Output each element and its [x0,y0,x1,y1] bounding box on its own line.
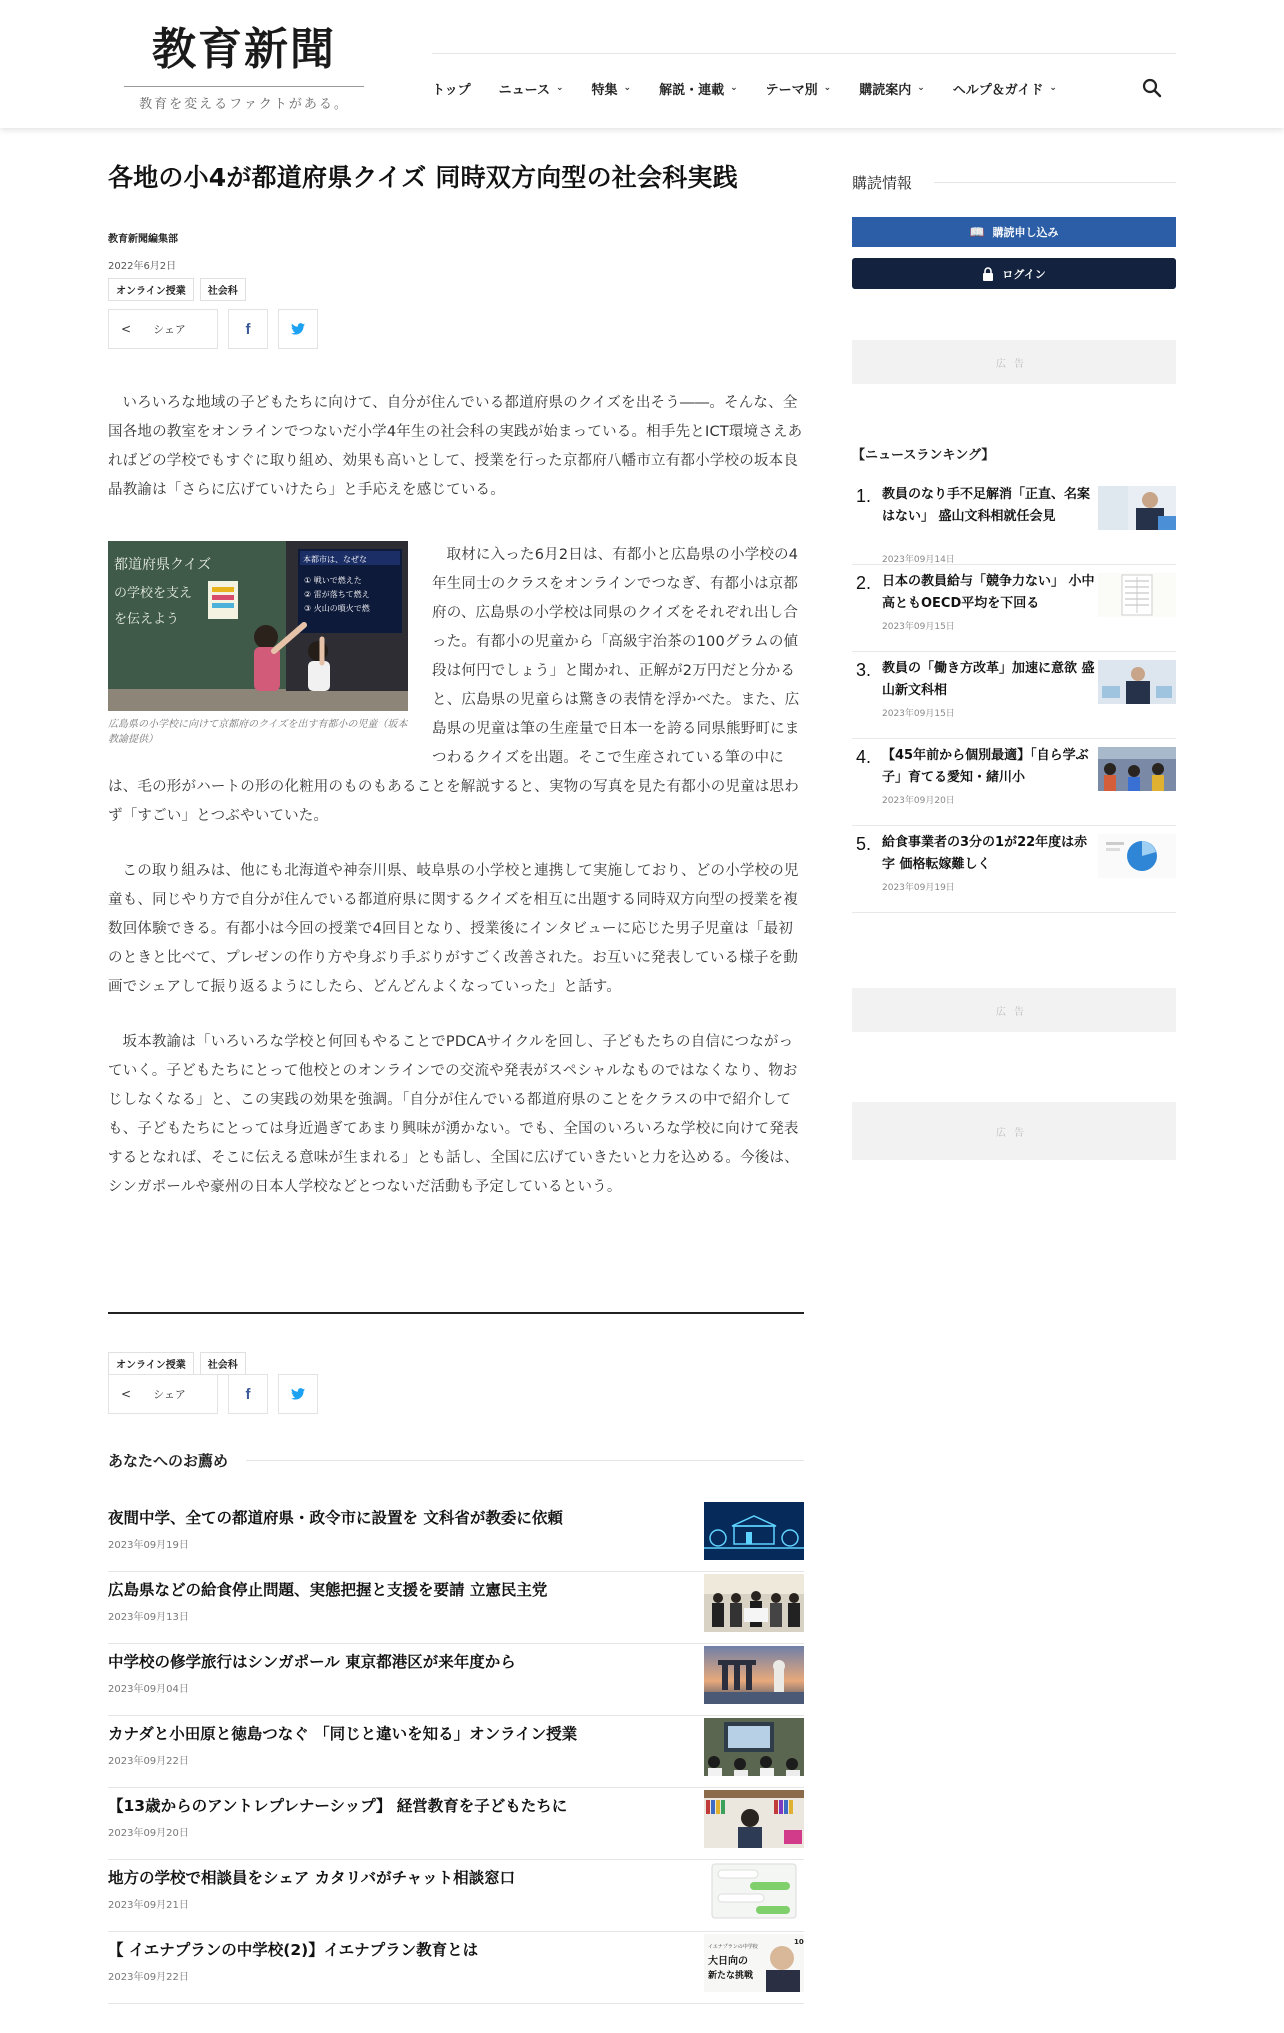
article [108,160,804,1202]
recommend-list [108,1500,804,2004]
ranking-thumb[interactable] [1098,834,1176,878]
board-text-1: 都道府県クイズ [114,557,212,573]
site-header [0,0,1284,128]
screen-option-3: ③ 火山の噴火で燃 [304,604,370,613]
share-icon: < [121,322,132,336]
tag-social-studies[interactable]: 社会科 [200,278,246,301]
share-label: シェア [153,323,186,336]
ranking-item[interactable] [852,478,1176,565]
article-photo[interactable] [108,541,408,711]
share-bar [108,309,804,349]
twitter-share-button[interactable] [278,1374,318,1414]
jenaplan-badge: 10 [794,1938,804,1946]
article-tags-bottom [108,1352,246,1375]
article-tags [108,278,804,301]
article-paragraph: いろいろな地域の子どもたちに向けて、自分が住んでいる都道府県のクイズを出そう――。そんな、全国各地の教室をオンラインでつないだ小学4年生の社会科の実践が始まっている。相手先とICT環境さえあればどの学校でもすぐに取り組め、効果も高いとして、授業を行った京都府八幡市立有都小学校の坂本良晶教諭は「さらに広げていけたら」と手応えを感じている。 [108,395,803,498]
recommend-date: 2023年09月22日 [108,1972,189,1983]
facebook-icon: f [245,320,251,338]
recommend-thumb-singapore[interactable] [704,1646,804,1704]
subscribe-header [852,172,1176,193]
login-button-label: ログイン [1002,267,1046,281]
recommend-thumb-jenaplan[interactable] [704,1934,804,1992]
nav-label: テーマ別 [765,82,818,98]
ranking-title[interactable]: 教員のなり手不足解消「正直、名案はない」 盛山文科相就任会見 [882,487,1091,524]
ranking-date: 2023年09月14日 [882,555,955,565]
recommend-title[interactable]: カナダと小田原と徳島つなぐ 「同じと違いを知る」オンライン授業 [108,1725,578,1743]
ranking-number: 1. [856,486,872,506]
search-icon[interactable] [1140,76,1164,100]
ranking-thumb[interactable] [1098,486,1176,530]
recommend-item[interactable] [108,1716,804,1788]
main-nav [432,76,1085,100]
facebook-share-button[interactable] [228,1374,268,1414]
ranking-item[interactable] [852,565,1176,652]
recommend-title[interactable]: 夜間中学、全ての都道府県・政令市に設置を 文科省が教委に依頼 [108,1509,563,1527]
ranking-title[interactable]: 教員の「働き方改革」加速に意欲 盛山新文科相 [882,661,1095,698]
ranking-date: 2023年09月15日 [882,622,955,632]
ranking-item[interactable] [852,652,1176,739]
share-label: シェア [153,1388,186,1401]
recommend-title[interactable]: 地方の学校で相談員をシェア カタリバがチャット相談窓口 [108,1869,516,1887]
tag-social-studies[interactable]: 社会科 [200,1352,246,1375]
recommend-item[interactable] [108,1572,804,1644]
ranking-title[interactable]: 給食事業者の3分の1が22年度は赤字 価格転嫁難しく [882,835,1088,872]
chevron-down-icon: ⌄ [823,83,832,93]
recommend-date: 2023年09月13日 [108,1612,189,1623]
screen-option-2: ② 雷が落ちて燃え [304,590,370,599]
article-paragraph: 取材に入った6月2日は、有都小と広島県の小学校の4年生同士のクラスをオンラインでつなぎ、有都小は京都府の、広島県の小学校は同県のクイズをそれぞれ出し合った。有都小の児童から「高級宇治茶の100グラムの値段は何円でしょう」と聞かれ、正解が2万円だと分かると、広島県の児童らは驚きの表情を浮かべた。また、広島県の児童は筆の生産量で日本一を誇る同県熊野町にまつわるクイズを出題。そこで生産されている筆の中には、毛の形がハートの形の化粧用のものもあることを解説すると、実物の写真を見た有都小の児童は思わず「すごい」とつぶやいていた。 [108,547,800,824]
facebook-share-button[interactable] [228,309,268,349]
chevron-down-icon: ⌄ [917,83,925,93]
twitter-share-button[interactable] [278,309,318,349]
ad-slot[interactable]: 広告 [852,1102,1176,1160]
recommend-thumb-chat[interactable] [704,1862,804,1920]
nav-label: 解説・連載 [659,82,725,98]
logo-title[interactable]: 教育新聞 [152,24,336,75]
board-text-3: を伝えよう [114,612,180,627]
ranking-title[interactable]: 日本の教員給与「競争力ない」 小中高ともOECD平均を下回る [882,574,1095,611]
recommend-heading: あなたへのお薦め [108,1452,229,1470]
twitter-icon [291,1388,305,1400]
recommend-item[interactable] [108,1644,804,1716]
share-button[interactable] [108,1374,218,1414]
ranking-date: 2023年09月20日 [882,796,955,806]
article-title: 各地の小4が都道府県クイズ 同時双方向型の社会科実践 [108,163,738,192]
board-text-2: の学校を支え [114,586,193,601]
ad-slot[interactable]: 広告 [852,988,1176,1032]
ranking-list [852,478,1176,913]
sidebar [852,160,1176,1139]
nav-label: トップ [432,82,471,98]
book-icon: 📖 [969,225,985,239]
nav-item-features[interactable] [592,79,632,98]
recommend-thumb-press-meeting[interactable] [704,1574,804,1632]
recommend-item[interactable] [108,1932,804,2004]
share-button[interactable] [108,309,218,349]
ranking-item[interactable] [852,826,1176,913]
recommend-thumb-library[interactable] [704,1790,804,1848]
site-logo[interactable] [124,22,364,112]
subscribe-heading-rule [934,182,1176,183]
chevron-down-icon: ⌄ [730,83,738,93]
recommend-item[interactable] [108,1788,804,1860]
login-button[interactable] [852,258,1176,289]
recommend-date: 2023年09月04日 [108,1684,189,1695]
chevron-down-icon: ⌄ [1049,83,1057,93]
twitter-icon [291,323,305,335]
ranking-number: 4. [856,747,872,767]
recommend-item[interactable] [108,1860,804,1932]
recommend-title[interactable]: 中学校の修学旅行はシンガポール 東京都港区が来年度から [108,1653,516,1671]
figure-section [108,541,804,831]
ranking-title[interactable]: 【45年前から個別最適】「自ら学ぶ子」育てる愛知・緒川小 [882,748,1089,785]
share-bar-bottom [108,1374,318,1414]
subscribe-button[interactable] [852,217,1176,247]
subscribe-heading: 購読情報 [852,174,913,192]
ranking-thumb[interactable] [1098,660,1176,704]
nav-item-top[interactable] [432,79,471,98]
share-icon: < [121,1387,132,1401]
recommend-title[interactable]: 【 イエナプランの中学校(2)】イエナプラン教育とは [108,1941,479,1959]
nav-divider [432,53,1176,54]
logo-rule [124,86,364,87]
tag-online-class[interactable]: オンライン授業 [108,1352,194,1375]
article-end-divider [108,1312,804,1314]
recommend-date: 2023年09月19日 [108,1540,189,1551]
recommend-title[interactable]: 【13歳からのアントレプレナーシップ】 経営教育を子どもたちに [108,1797,568,1815]
ranking-number: 2. [856,573,872,593]
recommend-date: 2023年09月22日 [108,1756,189,1767]
nav-label: 購読案内 [859,82,912,98]
jenaplan-thumb-line-2: 大日向の [708,1956,748,1967]
subscribe-button-label: 購読申し込み [992,226,1059,239]
article-author[interactable]: 教育新聞編集部 [108,234,178,245]
article-paragraph: この取り組みは、他にも北海道や神奈川県、岐阜県の小学校と連携して実施しており、どの小学校の児童も、同じやり方で自分が住んでいる都道府県に関するクイズを相互に出題する同時双方向型の授業を複数回体験できる。有都小は今回の授業で4回目となり、授業後にインタビューに応じた男子児童は「最初のときと比べて、プレゼンの作り方や身ぶり手ぶりがすごく改善された。お互いに発表している様子を動画でシェアして振り返るようにしたら、どんどんよくなっていった」と話す。 [108,863,799,995]
article-paragraph: 坂本教諭は「いろいろな学校と何回もやることでPDCAサイクルを回し、子どもたちの自信につながっていく。子どもたちにとって他校とのオンラインでの交流や発表がスペシャルなものではなくなり、物おじしなくなる」と、この実践の効果を強調。「自分が住んでいる都道府県のことをクラスの中で紹介しても、子どもたちにとっては身近過ぎてあまり興味が湧かない。でも、全国のいろいろな学校に向けて発表するとなれば、そこに伝える意味が生まれる」とも話し、全国に広げていきたいと力を込める。今後は、シンガポールや豪州の日本人学校などとつないだ活動も予定しているという。 [108,1034,799,1195]
nav-label: 特集 [591,82,618,98]
jenaplan-thumb-line-1: イエナプランの中学校 [708,1944,758,1950]
recommend-title[interactable]: 広島県などの給食停止問題、実態把握と支援を要請 立憲民主党 [108,1581,548,1599]
ranking-heading: 【ニュースランキング】 [852,448,995,463]
ad-slot[interactable]: 広告 [852,340,1176,384]
lock-icon [982,267,994,281]
nav-label: ヘルプ＆ガイド [952,82,1044,98]
recommend-date: 2023年09月20日 [108,1828,189,1839]
recommend-thumb-night-school[interactable] [704,1502,804,1560]
nav-item-news[interactable] [499,79,564,98]
ranking-thumb[interactable] [1098,747,1176,791]
ranking-thumb[interactable] [1098,573,1176,617]
ranking-item[interactable] [852,739,1176,826]
article-figure [108,541,408,747]
nav-item-help[interactable] [953,79,1057,98]
jenaplan-thumb-line-3: 新たな挑戦 [708,1971,754,1981]
ranking-number: 3. [856,660,872,680]
recommend-thumb-classroom[interactable] [704,1718,804,1776]
article-date: 2022年6月2日 [108,261,177,272]
nav-label: ニュース [498,82,550,98]
recommend-heading-rule [246,1460,804,1461]
nav-item-columns[interactable] [659,79,738,98]
recommend-date: 2023年09月21日 [108,1900,189,1911]
nav-item-subscription[interactable] [859,79,925,98]
classroom-photo-illustration [108,541,408,711]
photo-caption: 広島県の小学校に向けて京都府のクイズを出す有都小の児童（坂本教諭提供） [108,719,408,745]
ranking-number: 5. [856,834,872,854]
chevron-down-icon: ⌄ [555,83,564,93]
recommend-header [108,1450,804,1471]
logo-tagline: 教育を変えるファクトがある。 [139,97,349,112]
tag-online-class[interactable]: オンライン授業 [108,278,194,301]
nav-item-themes[interactable] [766,79,832,98]
screen-option-1: ① 戦いで燃えた [304,576,362,585]
chevron-down-icon: ⌄ [623,83,632,93]
facebook-icon: f [245,1385,251,1403]
ranking-date: 2023年09月19日 [882,883,955,893]
ranking-date: 2023年09月15日 [882,709,955,719]
screen-title: 本都市は、なぜな [303,555,367,564]
recommend-item[interactable] [108,1500,804,1572]
